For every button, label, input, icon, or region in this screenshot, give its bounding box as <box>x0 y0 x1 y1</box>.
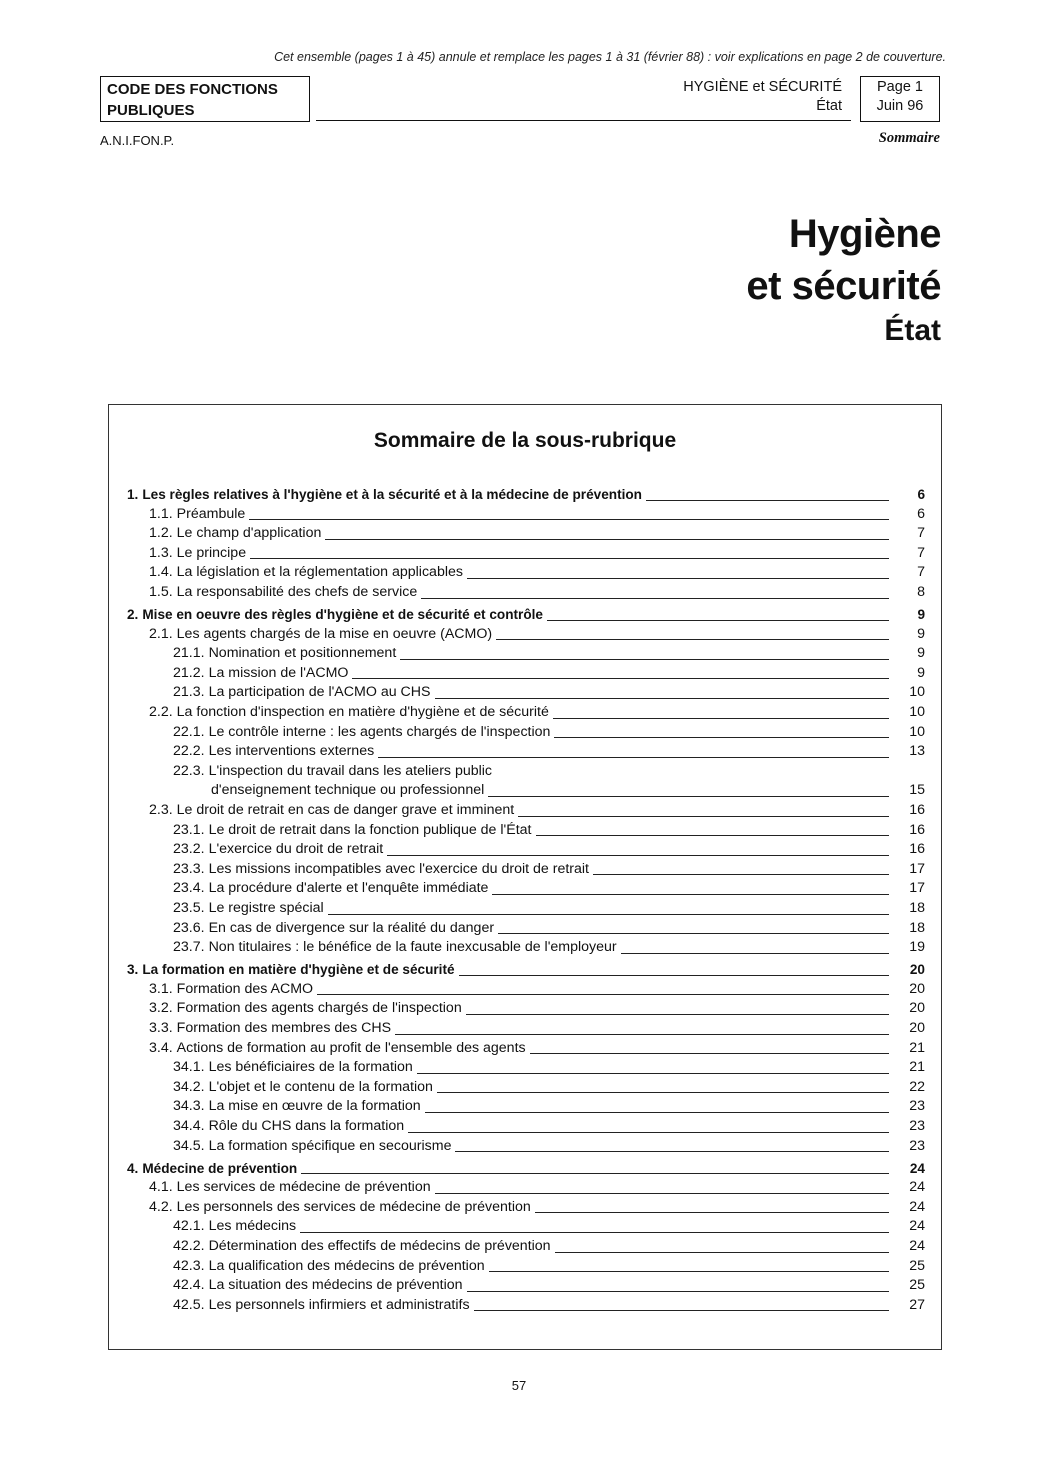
toc-entry-leader <box>417 1073 889 1074</box>
toc-entry <box>127 742 925 762</box>
toc-list <box>109 485 941 1315</box>
toc-entry-page: 22 <box>909 1078 925 1095</box>
toc-entry-number: 2.3. <box>149 802 173 818</box>
toc-entry-leader <box>317 994 889 995</box>
toc-entry-leader <box>496 639 889 640</box>
toc-entry-title: Formation des agents chargés de l'inspection <box>176 1000 462 1017</box>
toc-entry <box>127 1198 925 1218</box>
toc-entry-number: 2.1. <box>149 625 173 642</box>
toc-entry-page: 9 <box>917 607 925 623</box>
toc-entry-page: 23 <box>909 1118 925 1134</box>
header-subject-line1: HYGIÈNE et SÉCURITÉ <box>683 79 842 95</box>
toc-entry <box>127 1178 925 1198</box>
table-of-contents <box>108 404 942 1350</box>
toc-entry <box>127 1276 925 1296</box>
toc-entry <box>127 999 925 1019</box>
toc-entry-number: 3.2. <box>149 1000 173 1017</box>
code-title-line2: PUBLIQUES <box>107 102 195 119</box>
toc-entry-number: 21.2. <box>173 664 205 681</box>
toc-entry <box>127 644 925 664</box>
toc-entry <box>127 879 925 899</box>
toc-entry-title: La fonction d'inspection en matière d'hygiène et de sécurité <box>176 704 549 721</box>
toc-entry-page: 6 <box>917 505 925 522</box>
toc-entry <box>127 801 925 821</box>
toc-entry-leader <box>467 578 889 579</box>
toc-entry-number: 1.5. <box>149 583 173 600</box>
toc-entry-number: 23.7. <box>173 939 205 956</box>
toc-entry-page: 7 <box>917 544 925 561</box>
toc-entry-leader <box>466 1014 889 1015</box>
toc-entry-page: 10 <box>909 704 925 721</box>
toc-entry <box>127 703 925 723</box>
toc-entry-page: 16 <box>909 841 925 858</box>
toc-entry-number: 3. <box>127 962 139 978</box>
toc-entry-leader <box>536 835 890 836</box>
toc-entry-number: 22.3. <box>173 762 205 779</box>
toc-entry-title: La participation de l'ACMO au CHS <box>208 684 431 701</box>
toc-entry <box>127 605 925 625</box>
toc-entry-leader <box>421 598 889 599</box>
toc-entry-page: 17 <box>909 860 925 877</box>
toc-entry-number: 23.5. <box>173 899 205 916</box>
toc-entry <box>127 762 925 782</box>
toc-entry-leader <box>621 953 889 954</box>
header-subject <box>683 78 842 116</box>
toc-entry-number: 42.1. <box>173 1218 205 1235</box>
toc-entry-title: Détermination des effectifs de médecins de prévention <box>208 1238 551 1255</box>
toc-entry-leader <box>455 1151 889 1152</box>
toc-entry-number: 42.4. <box>173 1277 205 1294</box>
toc-entry-title: Les missions incompatibles avec l'exercice du droit de retrait <box>208 860 589 877</box>
page-title <box>746 208 941 312</box>
toc-entry <box>127 960 925 980</box>
toc-entry-page: 13 <box>909 743 925 760</box>
toc-entry-title: L'exercice du droit de retrait <box>208 841 384 858</box>
toc-entry-page: 6 <box>917 487 925 502</box>
toc-entry <box>127 1117 925 1137</box>
toc-entry-title: Les médecins <box>208 1218 297 1235</box>
toc-entry-title: Les interventions externes <box>208 743 375 760</box>
toc-entry <box>127 563 925 583</box>
toc-entry-page: 8 <box>917 583 925 600</box>
toc-entry-number: 23.4. <box>173 880 205 897</box>
toc-entry-title: Rôle du CHS dans la formation <box>208 1118 405 1134</box>
toc-entry-title: Les bénéficiaires de la formation <box>208 1059 413 1076</box>
toc-entry-title: Les services de médecine de prévention <box>176 1179 431 1196</box>
toc-entry-leader <box>555 1252 889 1253</box>
toc-entry <box>127 840 925 860</box>
toc-entry <box>127 664 925 684</box>
section-label: Sommaire <box>878 130 940 146</box>
toc-entry-page: 27 <box>909 1296 925 1313</box>
toc-entry-title: La formation spécifique en secourisme <box>208 1137 452 1154</box>
toc-entry-page: 20 <box>909 962 925 978</box>
toc-entry-number: 34.3. <box>173 1098 205 1115</box>
toc-entry-title: Nomination et positionnement <box>208 645 397 662</box>
toc-entry-page: 18 <box>909 899 925 916</box>
toc-entry-leader <box>437 1092 889 1093</box>
toc-entry-title: Les règles relatives à l'hygiène et à la sécurité et à la médecine de prévention <box>142 487 642 502</box>
toc-entry-number: 34.2. <box>173 1078 205 1095</box>
toc-entry-title: La responsabilité des chefs de service <box>176 583 418 600</box>
toc-entry <box>127 919 925 939</box>
toc-entry <box>127 1039 925 1059</box>
toc-entry-number: 34.4. <box>173 1118 205 1134</box>
replacement-notice: Cet ensemble (pages 1 à 45) annule et remplace les pages 1 à 31 (février 88) : voir explications en page 2 de couverture. <box>274 50 946 64</box>
toc-entry-leader <box>352 678 889 679</box>
toc-entry <box>127 505 925 525</box>
toc-entry-page: 9 <box>917 645 925 662</box>
toc-entry-number: 22.1. <box>173 723 205 740</box>
toc-entry <box>127 938 925 958</box>
toc-entry-number: 1.1. <box>149 505 173 522</box>
toc-entry-title: L'inspection du travail dans les ateliers public <box>208 762 493 779</box>
toc-entry-title: Mise en oeuvre des règles d'hygiène et de sécurité et contrôle <box>142 607 543 623</box>
toc-entry-title: La formation en matière d'hygiène et de sécurité <box>142 962 455 978</box>
toc-entry-page: 21 <box>909 1059 925 1076</box>
toc-entry-number: 23.1. <box>173 821 205 838</box>
toc-entry-leader <box>328 914 889 915</box>
toc-entry <box>127 583 925 603</box>
toc-entry <box>127 544 925 564</box>
toc-entry <box>127 860 925 880</box>
toc-entry-number: 22.2. <box>173 743 205 760</box>
toc-entry-number: 2.2. <box>149 704 173 721</box>
toc-entry-page: 24 <box>909 1198 925 1215</box>
toc-entry-leader <box>488 796 889 797</box>
toc-entry-page: 24 <box>909 1179 925 1196</box>
toc-entry-page: 16 <box>909 802 925 818</box>
toc-entry-page: 25 <box>909 1277 925 1294</box>
toc-entry-leader <box>492 894 889 895</box>
toc-entry-title: Formation des membres des CHS <box>176 1020 392 1037</box>
toc-entry-page: 23 <box>909 1137 925 1154</box>
toc-entry-title: La procédure d'alerte et l'enquête immédiate <box>208 880 489 897</box>
toc-entry-leader <box>400 659 889 660</box>
toc-entry-number: 4.1. <box>149 1179 173 1196</box>
toc-entry-page: 10 <box>909 723 925 740</box>
toc-entry-number: 4.2. <box>149 1198 173 1215</box>
toc-entry-page: 10 <box>909 684 925 701</box>
toc-entry <box>127 1078 925 1098</box>
toc-entry <box>127 1217 925 1237</box>
toc-entry <box>127 1257 925 1277</box>
toc-entry-number: 3.1. <box>149 980 173 997</box>
toc-entry-page: 20 <box>909 1020 925 1037</box>
toc-entry-leader <box>300 1232 889 1233</box>
toc-entry-title: En cas de divergence sur la réalité du danger <box>208 919 495 936</box>
toc-entry-title: Non titulaires : le bénéfice de la faute inexcusable de l'employeur <box>208 939 617 956</box>
toc-entry-number: 23.3. <box>173 860 205 877</box>
toc-entry-leader <box>408 1132 889 1133</box>
toc-entry-title: La mission de l'ACMO <box>208 664 349 681</box>
toc-entry <box>127 485 925 505</box>
header-rule <box>316 120 851 121</box>
toc-entry-number: 3.3. <box>149 1020 173 1037</box>
toc-entry-title: Les personnels infirmiers et administratifs <box>208 1296 470 1313</box>
toc-entry-title: La législation et la réglementation applicables <box>176 564 463 581</box>
toc-entry-title: La situation des médecins de prévention <box>208 1277 463 1294</box>
toc-entry-title: Actions de formation au profit de l'ensemble des agents <box>176 1039 526 1056</box>
toc-entry-page: 15 <box>909 782 925 799</box>
toc-entry-title: L'objet et le contenu de la formation <box>208 1078 433 1095</box>
toc-entry-number: 23.2. <box>173 841 205 858</box>
toc-entry-title: La qualification des médecins de prévention <box>208 1257 485 1274</box>
toc-entry-title: Le droit de retrait en cas de danger grave et imminent <box>176 802 515 818</box>
toc-entry-title: Les agents chargés de la mise en oeuvre (ACMO) <box>176 625 493 642</box>
toc-entry <box>127 723 925 743</box>
page-title-line1: Hygiène <box>788 212 941 256</box>
toc-entry-number: 23.6. <box>173 919 205 936</box>
toc-entry-page: 19 <box>909 939 925 956</box>
toc-entry-leader <box>250 558 889 559</box>
header-subject-line2: État <box>816 98 842 114</box>
toc-entry <box>127 899 925 919</box>
page-date: Juin 96 <box>876 98 924 114</box>
toc-entry <box>127 1159 925 1179</box>
toc-entry-number: 34.1. <box>173 1059 205 1076</box>
toc-entry-number: 21.1. <box>173 645 205 662</box>
toc-entry-page: 23 <box>909 1098 925 1115</box>
toc-entry-page: 9 <box>917 664 925 681</box>
toc-entry-leader <box>467 1291 889 1292</box>
toc-entry-page: 7 <box>917 564 925 581</box>
toc-entry-leader <box>474 1310 889 1311</box>
toc-entry-title: Le principe <box>176 544 247 561</box>
toc-entry-page: 21 <box>909 1039 925 1056</box>
page-folio: 57 <box>511 1378 527 1393</box>
toc-entry-leader <box>518 816 889 817</box>
toc-entry-number: 3.4. <box>149 1039 173 1056</box>
toc-entry-leader <box>425 1112 889 1113</box>
toc-entry <box>127 1137 925 1157</box>
toc-entry-number: 4. <box>127 1160 139 1176</box>
page-number: Page 1 <box>877 79 923 95</box>
toc-entry-page: 20 <box>909 1000 925 1017</box>
toc-entry-number: 1.2. <box>149 525 173 542</box>
page-info-box <box>860 76 940 122</box>
toc-entry <box>127 980 925 1000</box>
toc-entry <box>127 1097 925 1117</box>
toc-entry-title: Le registre spécial <box>208 899 324 916</box>
toc-entry-page: 17 <box>909 880 925 897</box>
toc-entry-leader <box>378 757 889 758</box>
toc-entry <box>127 1296 925 1316</box>
toc-entry-title: d'enseignement technique ou professionnel <box>211 782 485 799</box>
toc-entry <box>127 683 925 703</box>
toc-entry-number: 42.5. <box>173 1296 205 1313</box>
toc-entry-title: Les personnels des services de médecine de prévention <box>176 1198 531 1215</box>
toc-entry-page: 18 <box>909 919 925 936</box>
toc-entry-leader <box>498 933 889 934</box>
toc-entry-leader <box>387 855 889 856</box>
toc-entry-number: 2. <box>127 607 139 623</box>
publisher: A.N.I.FON.P. <box>100 133 175 148</box>
toc-entry-number: 34.5. <box>173 1137 205 1154</box>
toc-entry-leader <box>593 874 889 875</box>
toc-entry-leader <box>325 539 889 540</box>
toc-entry-page: 24 <box>909 1160 925 1176</box>
toc-entry-title: Le contrôle interne : les agents chargés de l'inspection <box>208 723 551 740</box>
toc-entry-leader <box>249 519 889 520</box>
toc-entry-leader <box>554 737 889 738</box>
toc-entry <box>127 625 925 645</box>
toc-entry-leader <box>646 500 889 501</box>
toc-entry-leader <box>530 1053 889 1054</box>
toc-entry-page: 16 <box>909 821 925 838</box>
toc-entry-page: 25 <box>909 1257 925 1274</box>
toc-entry-page: 20 <box>909 980 925 997</box>
toc-entry-leader <box>435 698 890 699</box>
toc-entry-number: 1.3. <box>149 544 173 561</box>
toc-entry-number: 21.3. <box>173 684 205 701</box>
toc-entry-title: Préambule <box>176 505 246 522</box>
toc-entry <box>127 1058 925 1078</box>
toc-entry-page: 24 <box>909 1218 925 1235</box>
toc-entry-number: 1.4. <box>149 564 173 581</box>
toc-entry-page: 9 <box>917 625 925 642</box>
toc-entry <box>127 1237 925 1257</box>
toc-entry <box>127 821 925 841</box>
toc-entry-leader <box>435 1193 889 1194</box>
toc-entry-title: Formation des ACMO <box>176 980 314 997</box>
toc-entry <box>127 524 925 544</box>
toc-entry-leader <box>395 1034 889 1035</box>
toc-entry-title: La mise en œuvre de la formation <box>208 1098 421 1115</box>
toc-entry-page: 24 <box>909 1238 925 1255</box>
toc-entry <box>127 781 925 801</box>
toc-entry-leader <box>459 975 889 976</box>
toc-entry-title: Médecine de prévention <box>142 1160 298 1176</box>
code-title-box <box>100 76 310 122</box>
toc-entry <box>127 1019 925 1039</box>
toc-entry-page: 7 <box>917 525 925 542</box>
toc-entry-leader <box>535 1212 889 1213</box>
page-title-line2: et sécurité <box>746 264 941 308</box>
toc-entry-number: 1. <box>127 487 139 502</box>
toc-entry-number: 42.2. <box>173 1238 205 1255</box>
code-title-line1: CODE DES FONCTIONS <box>107 81 278 98</box>
toc-entry-leader <box>301 1173 889 1174</box>
toc-entry-title: Le droit de retrait dans la fonction publique de l'État <box>208 821 532 838</box>
toc-entry-title: Le champ d'application <box>176 525 322 542</box>
toc-heading: Sommaire de la sous-rubrique <box>373 429 677 452</box>
toc-entry-leader <box>489 1271 889 1272</box>
toc-entry-leader <box>547 620 889 621</box>
toc-entry-leader <box>553 718 889 719</box>
toc-entry-number: 42.3. <box>173 1257 205 1274</box>
page-subtitle: État <box>884 314 941 347</box>
